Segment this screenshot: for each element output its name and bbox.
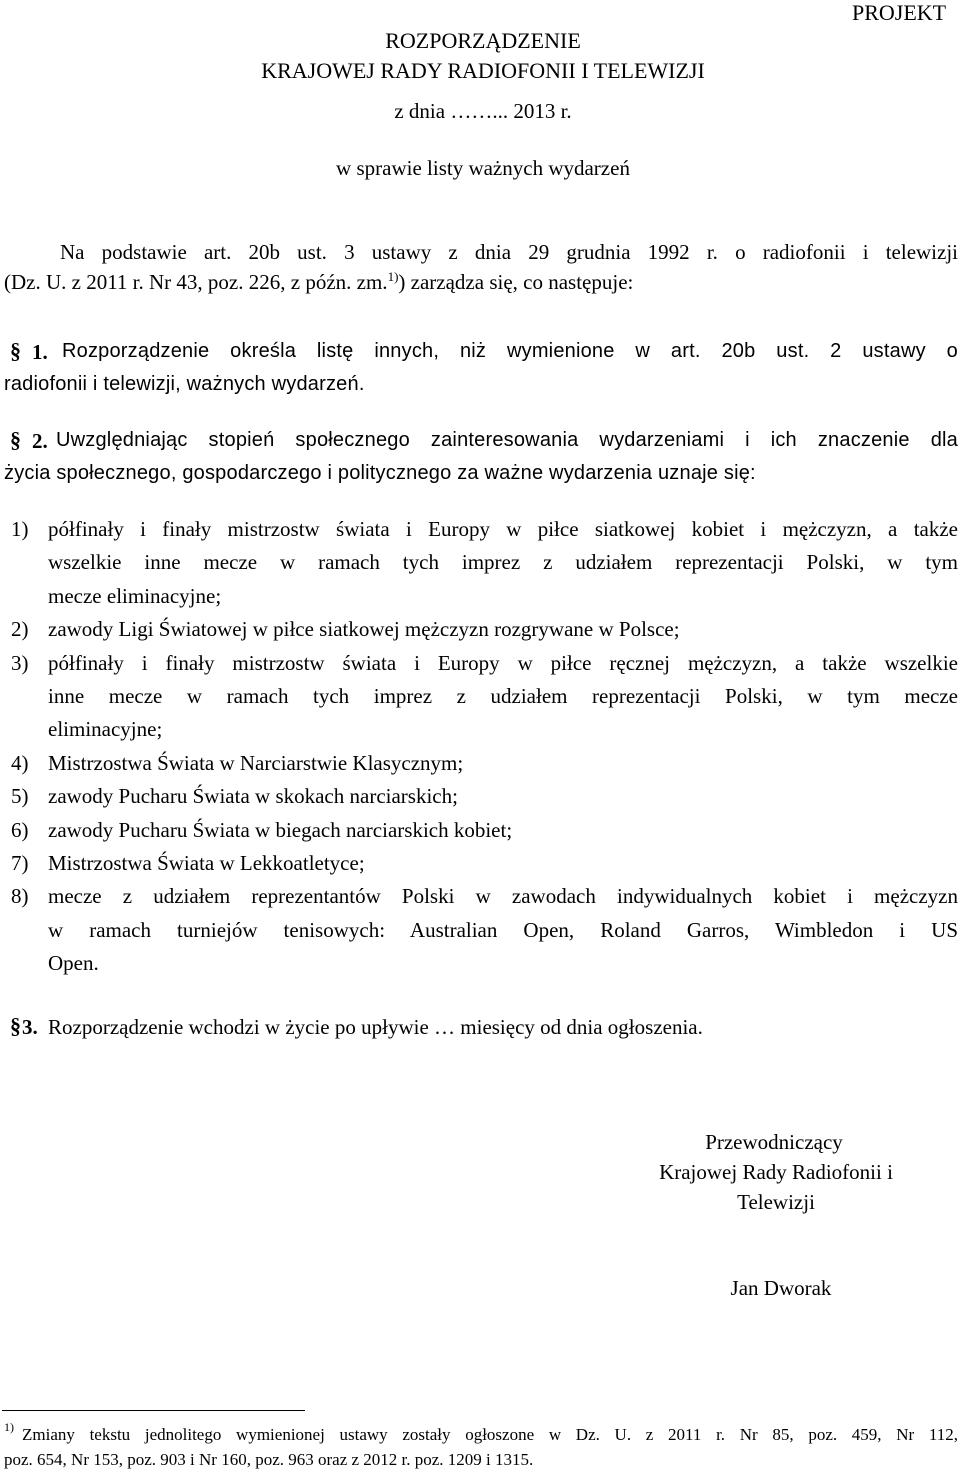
list-item-line: zawody Ligi Światowej w piłce siatkowej mężczyzn rozgrywane w Polsce; (48, 617, 680, 641)
footnote-separator (2, 1410, 305, 1411)
section-1-line1: Rozporządzenie określa listę innych, niż wymienione w art. 20b ust. 2 ustawy o (62, 340, 958, 362)
document-title-line1: ROZPORZĄDZENIE (385, 28, 581, 53)
signature-title: Przewodniczący (705, 1130, 843, 1154)
section-mark-2: § (10, 427, 21, 452)
document-title-line2: KRAJOWEJ RADY RADIOFONII I TELEWIZJI (261, 58, 705, 83)
section-2-line1: Uwzględniając stopień społecznego zainteresowania wydarzeniami i ich znaczenie dla (56, 429, 958, 451)
footnote-marker: 1) (4, 1420, 14, 1434)
footnote-line2: poz. 654, Nr 153, poz. 903 i Nr 160, poz. 963 oraz z 2012 r. poz. 1209 i 1315. (4, 1450, 534, 1469)
list-item-number: 8) (11, 884, 29, 908)
list-item-number: 3) (11, 651, 29, 675)
section-number-2: 2. (32, 429, 48, 453)
list-item-line: zawody Pucharu Świata w biegach narciarskich kobiet; (48, 818, 513, 842)
section-3-text: Rozporządzenie wchodzi w życie po upływie … miesięcy od dnia ogłoszenia. (48, 1015, 703, 1039)
signature-institution: Krajowej Rady Radiofonii i (659, 1160, 893, 1184)
signatory-name: Jan Dworak (730, 1276, 832, 1300)
list-item-line: mecze z udziałem reprezentantów Polski w zawodach indywidualnych kobiet i mężczyzn (48, 884, 958, 908)
list-item-number: 1) (11, 517, 29, 541)
list-item-line: zawody Pucharu Świata w skokach narciarskich; (48, 784, 458, 808)
section-2-line2: życia społecznego, gospodarczego i politycznego za ważne wydarzenia uznaje się: (4, 462, 756, 484)
list-item-line: inne mecze w ramach tych imprez z udziałem reprezentacji Polski, w tym mecze (48, 684, 958, 708)
list-item-number: 7) (11, 851, 29, 875)
list-item-line: Open. (48, 951, 99, 975)
list-item-line: eliminacyjne; (48, 717, 163, 741)
draft-label: PROJEKT (852, 0, 947, 25)
list-item-line: Mistrzostwa Świata w Narciarstwie Klasycznym; (48, 751, 464, 775)
list-item-line: Mistrzostwa Świata w Lekkoatletyce; (48, 851, 365, 875)
list-item-line: półfinały i finały mistrzostw świata i Europy w piłce siatkowej kobiet i mężczyzn, a także (48, 517, 958, 541)
signature-institution-cont: Telewizji (737, 1190, 815, 1214)
list-item-line: wszelkie inne mecze w ramach tych imprez z udziałem reprezentacji Polski, w tym (48, 550, 958, 574)
section-mark-3: § (10, 1013, 21, 1038)
preamble-line2-rest: ) zarządza się, co następuje: (398, 270, 634, 294)
list-item-number: 4) (11, 751, 29, 775)
list-item-line: mecze eliminacyjne; (48, 584, 222, 608)
preamble-line1: Na podstawie art. 20b ust. 3 ustawy z dnia 29 grudnia 1992 r. o radiofonii i telewizji (60, 240, 958, 264)
section-1-line2: radiofonii i telewizji, ważnych wydarzeń. (4, 373, 365, 395)
preamble-line2-text: (Dz. U. z 2011 r. Nr 43, poz. 226, z późn. zm. (4, 270, 388, 294)
footnote-reference: 1) (387, 269, 399, 284)
list-item-number: 6) (11, 818, 29, 842)
list-item-line: w ramach turniejów tenisowych: Australian Open, Roland Garros, Wimbledon i US (48, 918, 958, 942)
document-subject: w sprawie listy ważnych wydarzeń (336, 156, 630, 180)
section-mark-1: § (10, 338, 21, 363)
list-item-line: półfinały i finały mistrzostw świata i Europy w piłce ręcznej mężczyzn, a także wszelkie (48, 651, 958, 675)
preamble-line2 (4, 270, 633, 295)
list-item-number: 2) (11, 617, 29, 641)
list-item-number: 5) (11, 784, 29, 808)
section-number-1: 1. (32, 340, 48, 364)
footnote-line1: Zmiany tekstu jednolitego wymienionej ustawy zostały ogłoszone w Dz. U. z 2011 r. Nr 85, poz. 459, Nr 112, (22, 1425, 958, 1444)
document-date: z dnia ……... 2013 r. (394, 99, 572, 123)
section-number-3: 3. (22, 1015, 38, 1039)
